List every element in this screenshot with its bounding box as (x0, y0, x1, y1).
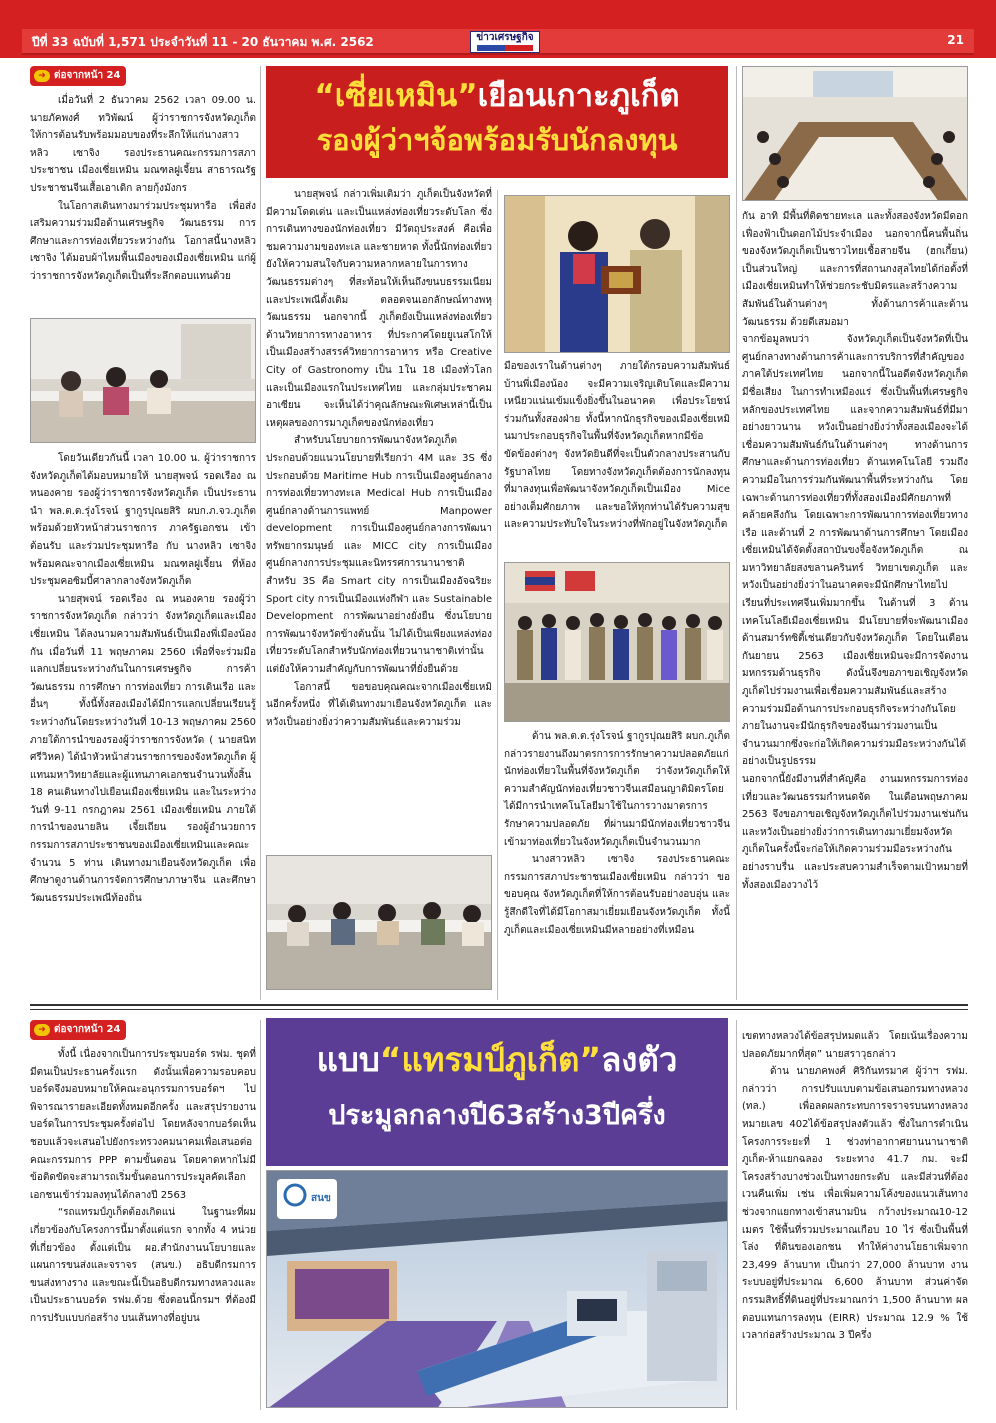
continued-label: ต่อจากหน้า 24 (54, 70, 121, 81)
story1-column-2 (266, 186, 492, 731)
headline-line-1: “เซี่ยเหมิน”เยือนเกาะภูเก็ต (314, 78, 680, 114)
section-divider (30, 1004, 968, 1006)
paragraph: นอกจากนี้ยังมีงานที่สำคัญคือ งานมหกรรมการท่องเที่ยวและวัฒนธรรมกำหนดจัด ในเดือนพฤษภาคม 2563 จึงขอภาขอเชิญจังหวัดภูเก็ตไปร่วมงานเช่นกันและหวังเป็นอย่างยิ่งว่าการเดินทางมาเยี่ยมจังหวัดภูเก็ตในครั้งนี้จะก่อให้เกิดความร่วมมือระหว่างกันอย่างราบรื่น และประสบความสำเร็จตามเป้าหมายที่ทั้งสองเมืองวางไว้ (742, 774, 968, 891)
logo-stripe (477, 45, 533, 51)
paragraph: ในโอกาสเดินทางมาร่วมประชุมหารือ เพื่อส่งเสริมความร่วมมือด้านเศรษฐกิจ วัฒนธรรม การศึกษาและการท่องเที่ยวระหว่างกัน โอกาสนี้นางหลิว เซาจิง ได้มอบผ้าไหมพื้นเมืองของเมืองเซี่ยเหมิน แก่ผู้ว่าราชการจังหวัดภูเก็ตเป็นที่ระลึกตอบแทนด้วย (30, 200, 256, 282)
tram-rendering-art (267, 1171, 728, 1408)
story1-column-3 (504, 358, 730, 534)
story2-headline (266, 1018, 728, 1166)
column-rule (260, 1020, 261, 1410)
meeting-photo-art (31, 319, 256, 443)
paragraph: จากข้อมูลพบว่า จังหวัดภูเก็ตเป็นจังหวัดที่เป็นศูนย์กลางทางด้านการค้าและการบริการที่สำคัญของภาคใต้ประเทศไทย นอกจากนี้ในอดีตจังหวัดภูเก็ตมีชื่อเสียง ในการทำเหมืองแร่ ซึ่งเป็นพื้นที่เศรษฐกิจหลักของประเทศไทย และจากความสัมพันธ์ที่มีมาอย่างยาวนาน หวังเป็นอย่างยิ่งว่าทั้งสองเมืองจะได้เชื่อมความสัมพันธ์กันในด้านต่างๆ ทางด้านการศึกษาและด้านการท่องเที่ยว ด้านเทคโนโลยี รวมถึงความมือในการร่วมกันพัฒนาพื้นที่ระหว่างกัน โดยเฉพาะด้านการท่องเที่ยวที่ทั้งสองเมืองมีศักยภาพที่คล้ายคลึงกัน โดยเฉพาะการพัฒนาการท่องเที่ยวทางเรือ และด้านที่ 2 การพัฒนาด้านการศึกษา โดยเมืองเซี่ยเหมินได้จัดตั้งสถาบันขงจื้อจังหวัดภูเก็ต ณ มหาวิทยาลัยสงขลานครินทร์ วิทยาเขตภูเก็ต และหวังเป็นอย่างยิ่งว่าในอนาคตจะมีนักศึกษาไทยไปเรียนที่ประเทศจีนเพิ่มมากขึ้น ในด้านที่ 3 ด้านเทคโนโลยีเมืองเซี่ยเหมิน มีนโยบายที่จะพัฒนาเมืองด้านสมาร์ทซิตี้เช่นเดียวกับจังหวัดภูเก็ต โดยในเดือนกันยายน 2563 เมืองเซี่ยเหมินจะมีการจัดงานมหกรรมด้านธุรกิจ ดังนั้นจึงขอภาขอเชิญจังหวัดภูเก็ตไปร่วมงานเพื่อเชื่อมความสัมพันธ์และสร้างความร่วมมือด้านการประกอบธุรกิจระหว่างกันโดยภายในงานจะมีนักธุรกิจของจีนมาร่วมงานเป็นจำนวนมากซึ่งจะก่อให้เกิดความร่วมมือระหว่างกันได้อย่างเป็นรูปธรรม (742, 334, 968, 768)
render-logo-text: สนข (311, 1193, 331, 1204)
column-rule (736, 66, 737, 1000)
newspaper-logo (470, 31, 540, 53)
conference-table-photo (266, 855, 492, 990)
group-photo (504, 562, 730, 722)
section-divider-thin (30, 1009, 968, 1010)
story1-headline (266, 66, 728, 178)
paragraph: นายสุพจน์ รอดเรือง ณ หนองคาย รองผู้ว่าราชการจังหวัดภูเก็ต กล่าวว่า จังหวัดภูเก็ตและเมืองเซี่ยเหมิน ได้ลงนามความสัมพันธ์เป็นเมืองพี่เมืองน้องกัน เมื่อวันที่ 11 พฤษภาคม 2560 เพื่อที่จะร่วมมือแลกเปลี่ยนระหว่างกันในการเศรษฐกิจ การค้า วัฒนธรรม การศึกษา การท่องเที่ยว การเดินเรือ และอื่นๆ ทั้งนี้ทั้งสองเมืองได้มีการแลกเปลี่ยนเรียนรู้ระหว่างกันโดยระหว่างวันที่ 10-13 พฤษภาคม 2560 ภายใต้การนำของรองผู้ว่าราชการจังหวัด ( นายสนิท ศรีวิหค) ได้นำหัวหน้าส่วนราชการของจังหวัดภูเก็ต ผู้แทนมหาวิทยาลัยและผู้แทนภาคเอกชนจำนวนทั้งสิ้น 18 คนเดินทางไปเยือนเมืองเซี่ยเหมิน และในระหว่างวันที่ 9-11 กรกฎาคม 2561 เมืองเซี่ยเหมิน ภายใต้การนำของนายลิน เจี้ยเถียน รองผู้อำนวยการกรรมการสภาประชาชนของเมืองเซี่ยเหมินและคณะจำนวน 5 ท่าน เดินทางมาเยือนจังหวัดภูเก็ต เพื่อศึกษาดูงานด้านการจัดการศึกษาภาษาจีน และศึกษาวัฒนธรรมประเพณีท้องถิ่น (30, 593, 256, 904)
arrow-icon: ➜ (34, 1024, 50, 1036)
masthead-bar (0, 0, 996, 58)
paragraph: ด้าน นายภคพงศ์ ศิริกันทรมาศ ผู้ว่าฯ รฟม. กล่าวว่า การปรับแบบตามข้อเสนอกรมทางหลวง (ทล.) เพื่อลดผลกระทบการจราจรบนทางหลวงหมายเลข 402ได้ข้อสรุปลงตัวแล้ว ซึ่งในการดำเนินโครงการระยะที่ 1 ช่วงท่าอากาศยานนานาชาติภูเก็ต-ห้าแยกฉลอง ระยะทาง 41.7 กม. จะมีโครงสร้างบางช่วงเป็นทางยกระดับ และมีส่วนที่ต้องเวนคืนเพิ่ม เช่น เพื่อเพิ่มความโค้งของแนวเส้นทางช่วงจากแยกทางเข้าสนามบิน กว้างประมาณ10-12 เมตร ใช้พื้นที่รวมประมาณเกือบ 10 ไร่ ซึ่งเป็นพื้นที่โล่ง ที่ดินของเอกชน ทำให้ค่างานโยธาเพิ่มจาก 23,499 ล้านบาท เป็นกว่า 27,000 ล้านบาท งานระบบอยู่ที่ประมาณ 6,600 ล้านบาท ส่วนค่าจัดกรรมสิทธิ์ที่ดินอยู่ที่ประมาณกว่า 1,500 ล้านบาท ผลตอบแทนการลงทุน (EIRR) ประมาณ 12.9 % ใช้เวลาก่อสร้างประมาณ 3 ปีครึ่ง (742, 1066, 968, 1342)
column-rule (260, 66, 261, 1000)
meeting-photo (30, 318, 256, 443)
tram-rendering-image (266, 1170, 728, 1408)
group-photo-art (505, 563, 730, 722)
continued-tag (30, 66, 126, 86)
paragraph: สำหรับนโยบายการพัฒนาจังหวัดภูเก็ต ประกอบด้วยแนวนโยบายที่เรียกว่า 4M และ 3S ซึ่งประกอบด้วย Maritime Hub การเป็นเมืองศูนย์กลางการท่องเที่ยวทางทะเล Medical Hub การเป็นเมืองศูนย์กลางด้านการแพทย์ Manpower development การเป็นเมืองศูนย์กลางการพัฒนาทรัพยากรมนุษย์ และ MICC city การเป็นเมืองศูนย์กลางการประชุมและนิทรรศการนานาชาติ สำหรับ 3S คือ Smart city การเป็นเมืองอัจฉริยะ Sport city การเป็นเมืองแห่งกีฬา และ Sustainable Development การพัฒนาอย่างยั่งยืน ซึ่งนโยบายการพัฒนาจังหวัดข้างต้นนั้น ไม่ได้เป็นเพียงแหล่งท่องเที่ยวระดับโลกสำหรับนักท่องเที่ยวนานาชาติเท่านั้นแต่ยังให้ความสำคัญกับการพัฒนาที่ยั่งยืนด้วย (266, 435, 492, 676)
story1-column-1 (30, 92, 256, 286)
masthead-strip (22, 29, 974, 55)
column-rule (736, 1020, 737, 1410)
headline-line-2: รองผู้ว่าฯจ้อพร้อมรับนักลงทุน (316, 123, 678, 157)
story1-column-1b (30, 450, 256, 907)
story2-column-1 (30, 1046, 256, 1328)
headline-line-2: ประมูลกลางปี63สร้าง3ปีครึ่ง (328, 1100, 666, 1131)
paragraph: เขตทางหลวงได้ข้อสรุปหมดแล้ว โดยเน้นเรื่องความปลอดภัยมากที่สุด” นายสราวุธกล่าว (742, 1031, 968, 1060)
conference-photo-art (267, 856, 492, 990)
meeting-room-art (743, 67, 968, 201)
paragraph: กัน อาทิ มีพื้นที่ติดชายทะเล และทั้งสองจังหวัดมีดอกเฟื่องฟ้าเป็นดอกไม้ประจำเมือง นอกจากนี้คนพื้นถิ่นของจังหวัดภูเก็ตเป็นชาวไทยเชื้อสายจีน (ฮกเกี้ยน) เป็นส่วนใหญ่ และการที่สถานกงสุลไทยได้ก่อตั้งที่เมืองเซี่ยเหมินทำให้ช่วยกระชับมิตรและสร้างความสัมพันธ์ในด้านต่างๆ ทั้งด้านการค้าและด้านวัฒนธรรม ด้วยดีเสมอมา (742, 211, 968, 328)
meeting-room-photo (742, 66, 968, 201)
paragraph: โอกาสนี้ ขอขอบคุณคณะจากเมืองเซี่ยเหมินอีกครั้งหนึ่ง ที่ได้เดินทางมาเยือนจังหวัดภูเก็ต และหวังเป็นอย่างยิ่งว่าความสัมพันธ์และความร่วม (266, 681, 492, 728)
story2-column-4 (742, 1028, 968, 1345)
headline-line-1: แบบ“แทรมป์ภูเก็ต”ลงตัว (316, 1040, 678, 1079)
page-number: 21 (947, 33, 964, 47)
arrow-icon: ➜ (34, 70, 50, 82)
paragraph: มือของเราในด้านต่างๆ ภายใต้กรอบความสัมพันธ์บ้านพี่เมืองน้อง จะมีความเจริญเติบโตและมีความเหนียวแน่นเข้มแข็งยิ่งขึ้นในอนาคต เพื่อประโยชน์ร่วมกันทั้งสองฝ่าย ทั้งนี้หากนักธุรกิจของเมืองเซี่ยเหมินมาประกอบธุรกิจในพื้นที่จังหวัดภูเก็ตหากมีข้อขัดข้องต่างๆ จังหวัดยินดีที่จะเป็นตัวกลางประสานกับรัฐบาลไทย โดยทางจังหวัดภูเก็ตต้องการนักลงทุนที่มาลงทุนเพื่อพัฒนาจังหวัดภูเก็ตเป็นเมือง Mice อย่างเต็มศักยภาพ และขอให้ทุกท่านได้รับความสุขและความประทับใจในระหว่างที่พักอยู่ในจังหวัดภูเก็ต (504, 361, 730, 531)
story1-column-3b (504, 728, 730, 939)
continued-tag (30, 1020, 126, 1040)
paragraph: นางสาวหลิว เซาจิง รองประธานคณะกรรมการสภาประชาชนเมืองเซี่ยเหมิน กล่าวว่า ขอขอบคุณ จังหวัดภูเก็ตที่ให้การต้อนรับอย่างอบอุ่น และรู้สึกดีใจที่ได้มีโอกาสมาเยี่ยมเยือนจังหวัดภูเก็ต ทั้งนี้ ภูเก็ตและเมืองเซี่ยเหมินมีหลายอย่างที่เหมือน (504, 854, 730, 936)
column-rule (497, 190, 498, 1000)
story1-column-4 (742, 208, 968, 894)
paragraph: ทั้งนี้ เนื่องจากเป็นการประชุมบอร์ด รฟม. ชุดที่มีตนเป็นประธานครั้งแรก ดังนั้นเพื่อความรอบคอบบอร์ดจึงมอบหมายให้คณะอนุกรรมการบอร์ดฯ ไปพิจารณารายละเอียดทั้งหมดอีกครั้ง และสรุปรายงานบอร์ดในการประชุมครั้งต่อไป โดยหลังจากบอร์ดเห็นชอบแล้วจะเสนอไปยังกระทรวงคมนาคมเพื่อเสนอต่อคณะกรรมการ PPP ตามขั้นตอน โดยคาดหากไม่มีข้อติดขัดจะสามารถเริ่มขั้นตอนการประมูลคัดเลือกเอกชนเข้าร่วมลงทุนได้กลางปี 2563 (30, 1049, 256, 1201)
issue-info: ปีที่ 33 ฉบับที่ 1,571 ประจำวันที่ 11 - 20 ธันวาคม พ.ศ. 2562 (32, 35, 374, 49)
gift-photo-art (505, 196, 730, 353)
logo-text: ข่าวเศรษฐกิจ (476, 32, 534, 43)
paragraph: เมื่อวันที่ 2 ธันวาคม 2562 เวลา 09.00 น. นายภัคพงศ์ ทวิพัฒน์ ผู้ว่าราชการจังหวัดภูเก็ต ให้การต้อนรับพร้อมมอบของที่ระลึกให้แก่นางสาวหลิว เซาจิง รองประธานคณะกรรมการสภาประชาชน เมืองเซี่ยเหมิน มณฑลฝูเจี้ยน สาธารณรัฐประชาชนจีนเสื้อเอาเดิก ลายกุ้งมังกร (30, 95, 256, 194)
continued-label: ต่อจากหน้า 24 (54, 1024, 121, 1035)
paragraph: นายสุพจน์ กล่าวเพิ่มเติมว่า ภูเก็ตเป็นจังหวัดที่มีความโดดเด่น และเป็นแหล่งท่องเที่ยวระดับโลก ซึ่งการเดินทางของนักท่องเที่ยว มีวัตถุประสงค์ คือเพื่อชมความงามของทะเล และชายหาด ทั้งนี้นักท่องเที่ยวยังให้ความสนใจกับความหลากหลายในการทางวัฒนธรรมต่างๆ ที่สะท้อนให้เห็นถึงขนบธรรมเนียมและประเพณีดั้งเดิม ตลอดจนเอกลักษณ์ทางพหุวัฒนธรรม นอกจากนี้ ภูเก็ตยังเป็นแหล่งท่องเที่ยวด้านวิทยาการทางอาหาร ที่ประกาศโดยยูเนสโกให้เป็นเมืองสร้างสรรค์วิทยาการอาหาร หรือ Creative City of Gastronomy เป็น 1ใน 18 เมืองทั่วโลก และเป็นเมืองแรกในประเทศไทย และกลุ่มประชาคมอาเซียน จะเห็นได้ว่าคุณลักษณะพิเศษเหล่านี้เป็นเหตุผลของการมาภูเก็ตของนักท่องเที่ยว (266, 189, 492, 429)
paragraph: โดยวันเดียวกันนี้ เวลา 10.00 น. ผู้ว่าราชการจังหวัดภูเก็ตได้มอบหมายให้ นายสุพจน์ รอดเรือง ณ หนองคาย รองผู้ว่าราชการจังหวัดภูเก็ต เป็นประธานนำ พล.ต.ต.รุ่งโรจน์ ฐากูรปุณยสิริ ผบก.ภ.จว.ภูเก็ต พร้อมด้วยหัวหน้าส่วนราชการ ภาครัฐเอกชน เข้าต้อนรับ และร่วมประชุมหารือ กับ นางหลิว เซาจิง พร้อมคณะจากเมืองเซี่ยเหมิน มณฑลฝูเจี้ยน ที่ห้องประชุมคอซิมบี้ศาลากลางจังหวัดภูเก็ต (30, 453, 256, 588)
paragraph: “รถแทรมป์ภูเก็ตต้องเกิดแน่ ในฐานะที่ผมเกี่ยวข้องกับโครงการนี้มาตั้งแต่แรก จากทั้ง 4 หน่วยที่เกี่ยวข้อง ตั้งแต่เป็น ผอ.สำนักงานนโยบายและแผนการขนส่งและจราจร (สนข.) อธิบดีกรมการขนส่งทางราง และขณะนี้เป็นอธิบดีกรมทางหลวงและเป็นประธานบอร์ด รฟม.ด้วย ซึ่งตอนนี้กรมฯ ที่ต้องมีการปรับแบบก่อสร้าง บนเส้นทางที่อยู่บน (30, 1207, 256, 1324)
paragraph: ด้าน พล.ต.ต.รุ่งโรจน์ ฐากูรปุณยสิริ ผบก.ภูเก็ต กล่าวรายงานถึงมาตรการการรักษาความปลอดภัยแก่นักท่องเที่ยวในพื้นที่จังหวัดภูเก็ต ว่าจังหวัดภูเก็ตให้ความสำคัญนักท่องเที่ยวชาวจีนเสมือนญาติมิตรโดยได้มีการนำเทคโนโลยีมาใช้ในการวางมาตรการรักษาความปลอดภัย ที่ผ่านมามีนักท่องเที่ยวชาวจีนเข้ามาท่องเที่ยวในจังหวัดภูเก็ตเป็นจำนวนมาก (504, 731, 730, 848)
gift-exchange-photo (504, 195, 730, 353)
